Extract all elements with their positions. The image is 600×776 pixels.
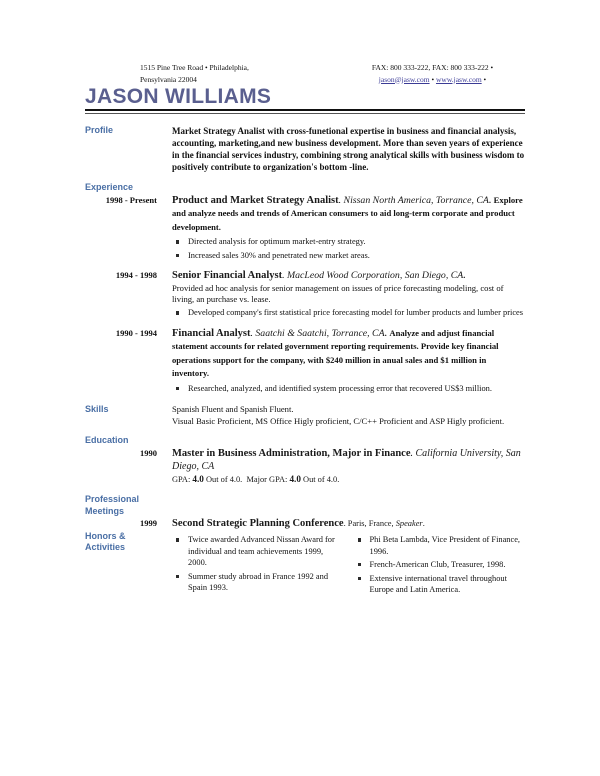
degree-title: Master in Business Administration, Major in Finance — [172, 447, 411, 459]
job-separator: . — [338, 194, 344, 206]
section-profile — [85, 125, 525, 174]
page-title: JASON WILLIAMS — [85, 85, 272, 108]
address-line-1: 1515 Pine Tree Road • Philadelphia, — [140, 63, 249, 72]
skills-technical-line: Visual Basic Proficient, MS Office Higly proficient, C/C++ Proficient and ASP Higly proficient. — [172, 415, 505, 426]
profile-content — [163, 125, 525, 174]
header-rule-thin — [85, 113, 525, 114]
job-separator: . — [250, 327, 256, 339]
job-company-period: . — [488, 194, 492, 205]
address-line-2: Pensylvania 22004 — [140, 74, 197, 84]
experience-body — [163, 327, 525, 394]
gpa-line — [172, 474, 525, 486]
job-bullet-list — [172, 236, 525, 261]
mailing-address — [140, 62, 340, 85]
job-company: MacLeod Wood Corporation, San Diego, CA — [286, 270, 464, 282]
education-body — [163, 447, 525, 486]
job-company: Nissan North America, Torrance, CA — [343, 194, 489, 206]
experience-heading-column — [85, 182, 163, 194]
section-heading-honors-line1: Honors & — [85, 530, 126, 541]
list-item: Extensive international travel throughout Europe and Latin America. — [354, 573, 526, 596]
list-item: Summer study abroad in France 1992 and Spain 1993. — [172, 571, 344, 594]
professional-meetings-heading-column — [85, 494, 163, 517]
experience-dates: 1994 - 1998 — [115, 270, 157, 281]
conference-role-period: . — [422, 519, 425, 529]
education-year-column — [85, 447, 163, 459]
section-heading-profile: Profile — [85, 124, 114, 135]
section-heading-professional-meetings-line2: Meetings — [85, 505, 125, 516]
experience-entry — [85, 194, 525, 261]
experience-entry — [85, 269, 525, 319]
school-name: California University, San Diego, CA — [172, 447, 521, 473]
meeting-year: 1999 — [140, 518, 157, 529]
job-title-line — [172, 269, 525, 283]
job-description: Explore and analyze needs and trends of American consumers to aid long-term corporate and product development. — [172, 194, 523, 232]
gpa-value: 4.0 — [192, 473, 204, 484]
conference-title: Second Strategic Planning Conference — [172, 518, 344, 530]
job-title-line — [172, 194, 525, 235]
experience-body — [163, 269, 525, 319]
list-item: Phi Beta Lambda, Vice President of Finance, 1996. — [354, 534, 526, 557]
section-skills — [85, 404, 525, 427]
honors-content — [163, 531, 525, 596]
section-heading-skills: Skills — [85, 404, 109, 415]
list-item: Twice awarded Advanced Nissan Award for individual and team achievements 1999, 2000. — [172, 534, 344, 568]
degree-separator: . — [410, 447, 416, 459]
experience-dates-column — [85, 194, 163, 206]
list-item: Researched, analyzed, and identified system processing error that recovered US$3 million. — [172, 383, 525, 394]
experience-dates: 1990 - 1994 — [115, 327, 157, 338]
meeting-body — [163, 517, 525, 531]
skills-language-line: Spanish Fluent and Spanish Fluent. — [172, 404, 294, 415]
honors-column-left — [172, 532, 344, 595]
job-separator: . — [282, 270, 287, 282]
email-separator: • — [429, 74, 436, 84]
section-honors-activities — [85, 531, 525, 596]
skills-content — [163, 404, 525, 427]
gpa-label: GPA: — [172, 474, 193, 484]
conference-location: Paris, France, — [347, 519, 396, 529]
major-gpa-label: Major GPA: — [246, 474, 290, 484]
contact-details — [340, 62, 525, 85]
honors-heading-column — [85, 531, 163, 554]
profile-heading-column — [85, 125, 163, 137]
job-description: Provided ad hoc analysis for senior management on issues of price forecasting modeling, cost of living, an purchase vs. lease. — [172, 282, 504, 305]
skills-heading-column — [85, 404, 163, 416]
section-experience-heading-row — [85, 182, 525, 194]
header-rule-thick — [85, 109, 525, 111]
experience-body — [163, 194, 525, 261]
conference-role: Speaker — [395, 519, 423, 529]
gpa-out-of: Out of 4.0. — [203, 474, 243, 484]
job-title: Senior Financial Analyst — [172, 270, 283, 282]
honors-two-column-layout — [172, 531, 525, 596]
major-gpa-value: 4.0 — [289, 473, 301, 484]
list-item: French-American Club, Treasurer, 1998. — [354, 559, 526, 570]
job-company-period: . — [463, 270, 466, 281]
experience-dates-column — [85, 327, 163, 339]
education-heading-column — [85, 435, 163, 447]
section-heading-education: Education — [85, 435, 129, 446]
professional-meeting-entry — [85, 517, 525, 531]
header-contact-block — [85, 62, 525, 85]
conference-separator: . — [343, 519, 348, 529]
honors-column-right — [354, 532, 526, 595]
list-item: Directed analysis for optimum market-entry strategy. — [172, 236, 525, 247]
section-heading-honors-line2: Activities — [85, 542, 126, 553]
experience-dates-column — [85, 269, 163, 281]
degree-line — [172, 447, 525, 474]
section-heading-professional-meetings-line1: Professional — [85, 494, 140, 505]
job-bullet-list — [172, 383, 525, 394]
education-entry — [85, 447, 525, 486]
job-company: Saatchi & Saatchi, Torrance, CA — [255, 327, 385, 339]
major-gpa-out-of: Out of 4.0. — [300, 474, 340, 484]
job-company-period: . — [384, 327, 387, 338]
conference-line — [172, 517, 525, 531]
online-contact-line — [340, 74, 525, 86]
experience-entry — [85, 327, 525, 394]
fax-line: FAX: 800 333-222, FAX: 800 333-222 • — [371, 63, 494, 72]
section-heading-experience: Experience — [85, 182, 134, 193]
list-item: Increased sales 30% and penetrated new market areas. — [172, 250, 525, 261]
job-title: Product and Market Strategy Analist — [172, 194, 339, 206]
email-link[interactable]: jason@jasw.com — [378, 74, 430, 84]
meeting-year-column — [85, 517, 163, 529]
job-description: Analyze and adjust financial statement accounts for related government reporting requirements. Provide key financial operations support for the company, with $240 million in anual sales and $1 million in inventory. — [172, 327, 499, 379]
experience-dates: 1998 - Present — [105, 194, 157, 205]
section-education-heading-row — [85, 435, 525, 447]
profile-summary-text: Market Strategy Analist with cross-funetional expertise in business and financial analysis, accounting, marketing,and new business development. More than seven years of experience in the financial services industry, combining strong analytical skills with business wisdom to positively contribute to organization's bottom -line. — [172, 125, 525, 173]
job-title-line — [172, 327, 525, 381]
website-separator: • — [481, 74, 487, 84]
list-item: Developed company's first statistical price forecasting model for lumber products and lumber prices — [172, 307, 525, 318]
section-professional-meetings-heading-row — [85, 494, 525, 517]
job-title: Financial Analyst — [172, 327, 251, 339]
job-bullet-list — [172, 307, 525, 318]
website-link[interactable]: www.jasw.com — [435, 74, 482, 84]
education-year: 1990 — [140, 447, 157, 458]
